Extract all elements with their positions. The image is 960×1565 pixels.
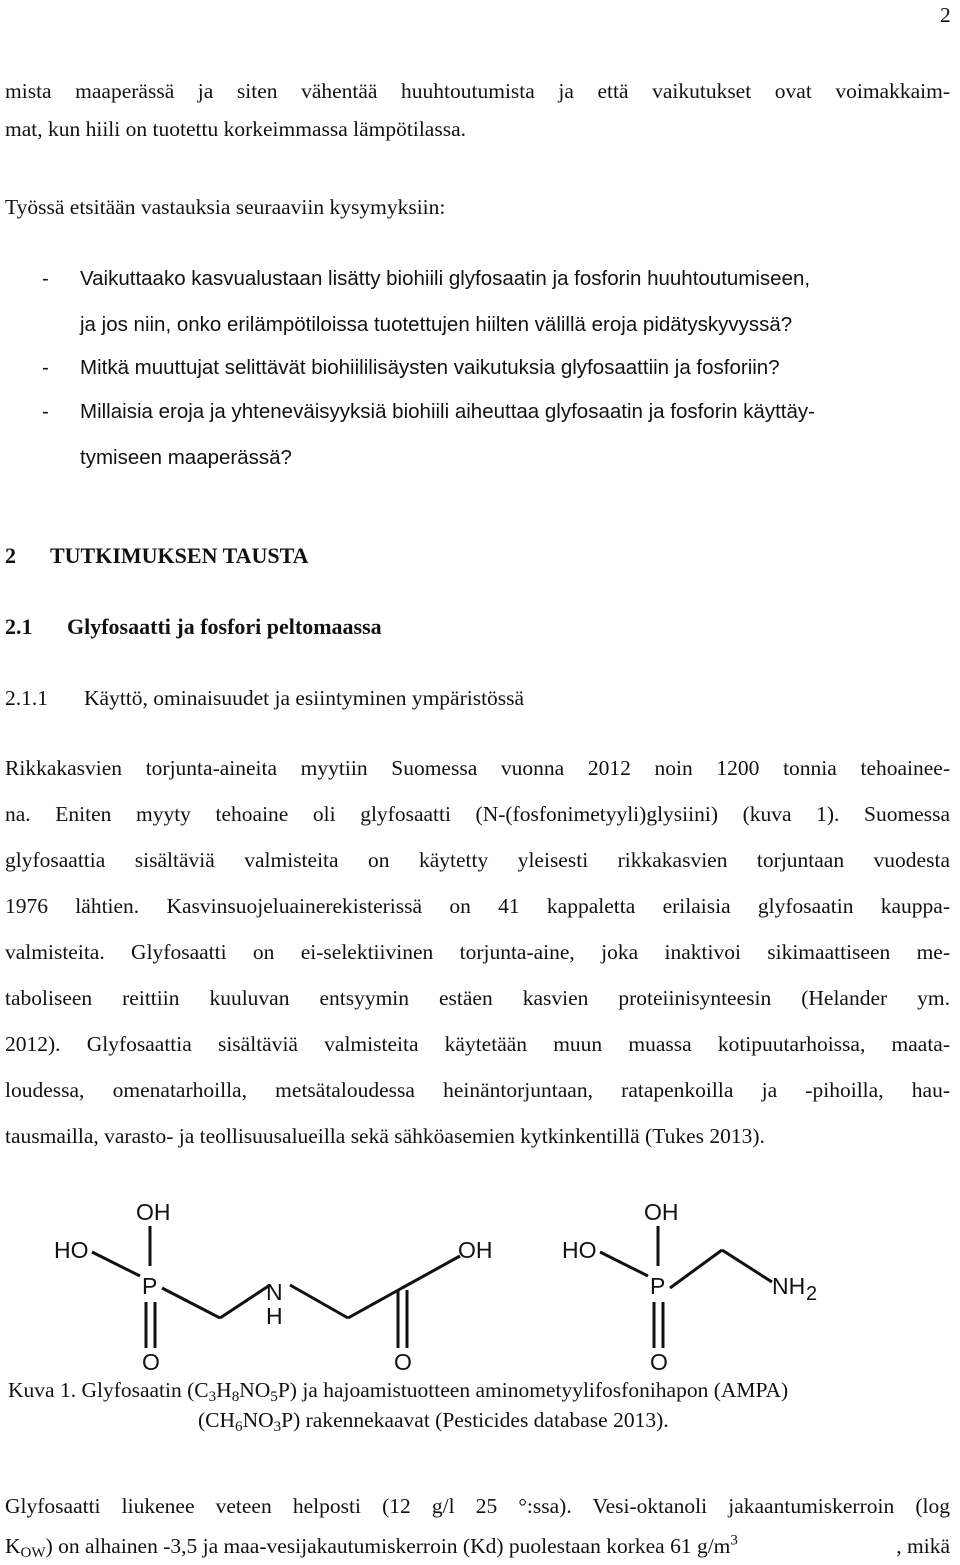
glyphosate-o-bottom: O <box>142 1349 160 1375</box>
ampa-o-bottom: O <box>650 1349 668 1375</box>
ampa-bond-ch2-nh2 <box>722 1250 772 1282</box>
caption2-sub-h: 6 <box>235 1418 243 1435</box>
glyphosate-n: N <box>266 1279 283 1305</box>
page-number: 2 <box>940 3 951 27</box>
figure-caption-line-2 <box>198 1408 669 1435</box>
paragraph-line-1: Rikkakasvien torjunta-aineita myytiin Suomessa vuonna 2012 noin 1200 tonnia tehoainee- <box>5 756 950 780</box>
caption2-a: (CH <box>198 1408 236 1432</box>
question-1-line-2: ja jos niin, onko erilämpötiloissa tuotettujen hiilten välillä eroja pidätyskyvyssä? <box>80 313 793 336</box>
caption2-c: P) rakennekaavat (Pesticides database 2013). <box>281 1408 669 1432</box>
heading-1-title: TUTKIMUKSEN TAUSTA <box>50 543 309 568</box>
caption-sub-h: 8 <box>231 1388 240 1405</box>
bottom-line-2-end: , mikä <box>896 1534 950 1558</box>
paragraph-line-3: glyfosaattia sisältäviä valmisteita on käytetty yleisesti rikkakasvien torjuntaan vuodesta <box>5 848 950 872</box>
question-3-line-2: tymiseen maaperässä? <box>80 446 292 469</box>
paragraph-line-6: taboliseen reittiin kuuluvan entsyymin estäen kasvien proteiinisynteesin (Helander ym. <box>5 986 950 1010</box>
ampa-bond-p-ch2 <box>670 1250 722 1288</box>
paragraph-line-7: 2012). Glyfosaattia sisältäviä valmisteita käytetään muun muassa kotipuutarhoissa, maata- <box>5 1032 950 1056</box>
glyphosate-bond-ch2-n <box>220 1285 270 1318</box>
question-3-dash: - <box>42 400 49 423</box>
heading-3-number: 2.1.1 <box>5 686 48 710</box>
glyphosate-bond-p-ch2 <box>162 1288 220 1318</box>
ampa-structure <box>550 1190 850 1380</box>
ampa-subscript-2: 2 <box>806 1283 818 1305</box>
caption-rest: P) ja hajoamistuotteen aminometyylifosfonihapon (AMPA) <box>277 1378 789 1402</box>
ampa-oh-top: OH <box>644 1199 679 1225</box>
caption-h: H <box>216 1378 232 1402</box>
paragraph-line-9: tausmailla, varasto- ja teollisuusalueilla sekä sähköasemien kytkinkentillä (Tukes 2013). <box>5 1124 765 1148</box>
ampa-bond-ho-p <box>600 1252 648 1276</box>
heading-1-number: 2 <box>5 543 16 568</box>
ampa-ho-left: HO <box>562 1237 597 1263</box>
glyphosate-oh-acid: OH <box>458 1237 493 1263</box>
kow-sub: OW <box>20 1544 46 1561</box>
paragraph-line-4: 1976 lähtien. Kasvinsuojeluainerekisterissä on 41 kappaletta erilaisia glyfosaatin kauppa- <box>5 894 950 918</box>
caption-prefix: Kuva 1. Glyfosaatin (C <box>8 1378 209 1402</box>
question-2-dash: - <box>42 356 49 379</box>
bottom-line-2-mid: ) on alhainen -3,5 ja maa-vesijakautumiskerroin (Kd) puolestaan korkea 61 g/m <box>45 1534 731 1558</box>
glyphosate-ho-left: HO <box>54 1237 89 1263</box>
intro-line-1: mista maaperässä ja siten vähentää huuhtoutumista ja että vaikutukset ovat voimakkaim- <box>5 79 950 103</box>
glyphosate-oh-top: OH <box>136 1199 171 1225</box>
heading-2-title: Glyfosaatti ja fosfori peltomaassa <box>67 614 382 639</box>
bottom-line-2 <box>5 1532 950 1561</box>
bottom-line-2-left <box>5 1532 738 1561</box>
question-1-dash: - <box>42 267 49 290</box>
question-2: Mitkä muuttujat selittävät biohiililisäysten vaikutuksia glyfosaattiin ja fosforiin? <box>80 356 780 379</box>
paragraph-line-8: loudessa, omenatarhoilla, metsätaloudessa heinäntorjuntaan, ratapenkoilla ja -pihoilla, hau- <box>5 1078 950 1102</box>
figure-caption-line-1 <box>8 1378 789 1405</box>
question-1-line-1: Vaikuttaako kasvualustaan lisätty biohiili glyfosaatin ja fosforin huuhtoutumiseen, <box>80 267 811 290</box>
paragraph-line-5: valmisteita. Glyfosaatti on ei-selektiivinen torjunta-aine, joka inaktivoi sikimaattiseen me- <box>5 940 950 964</box>
heading-3-title: Käyttö, ominaisuudet ja esiintyminen ympäristössä <box>84 686 525 710</box>
glyphosate-o-acid: O <box>394 1349 412 1375</box>
bottom-line-1: Glyfosaatti liukenee veteen helposti (12 g/l 25 °:ssa). Vesi-oktanoli jakaantumiskerroin (log <box>5 1494 950 1518</box>
intro-line-2: mat, kun hiili on tuotettu korkeimmassa lämpötilassa. <box>5 117 466 141</box>
glyphosate-bond-c-oh <box>402 1256 460 1288</box>
glyphosate-p: P <box>142 1273 158 1299</box>
questions-lead: Työssä etsitään vastauksia seuraaviin kysymyksiin: <box>5 195 446 219</box>
heading-2-number: 2.1 <box>5 614 33 639</box>
caption2-sub-o: 3 <box>273 1418 282 1435</box>
caption2-b: NO <box>242 1408 274 1432</box>
ampa-p: P <box>650 1273 666 1299</box>
glyphosate-bond-n-ch2 <box>290 1285 348 1318</box>
glyphosate-bond-ho-p <box>92 1252 140 1276</box>
caption-sub-c: 3 <box>208 1388 217 1405</box>
caption-no: NO <box>239 1378 271 1402</box>
cubic-sup: 3 <box>730 1532 738 1549</box>
ampa-nh: NH <box>772 1273 806 1299</box>
glyphosate-structure <box>40 1190 520 1380</box>
question-3-line-1: Millaisia eroja ja yhteneväisyyksiä biohiili aiheuttaa glyfosaatin ja fosforin käyttäy- <box>80 400 815 423</box>
glyphosate-h: H <box>266 1303 283 1329</box>
glyphosate-bond-ch2-c <box>348 1288 402 1318</box>
kow-k: K <box>5 1534 21 1558</box>
caption-sub-o: 5 <box>270 1388 278 1405</box>
paragraph-line-2: na. Eniten myyty tehoaine oli glyfosaatti (N-(fosfonimetyyli)glysiini) (kuva 1). Suomessa <box>5 802 950 826</box>
